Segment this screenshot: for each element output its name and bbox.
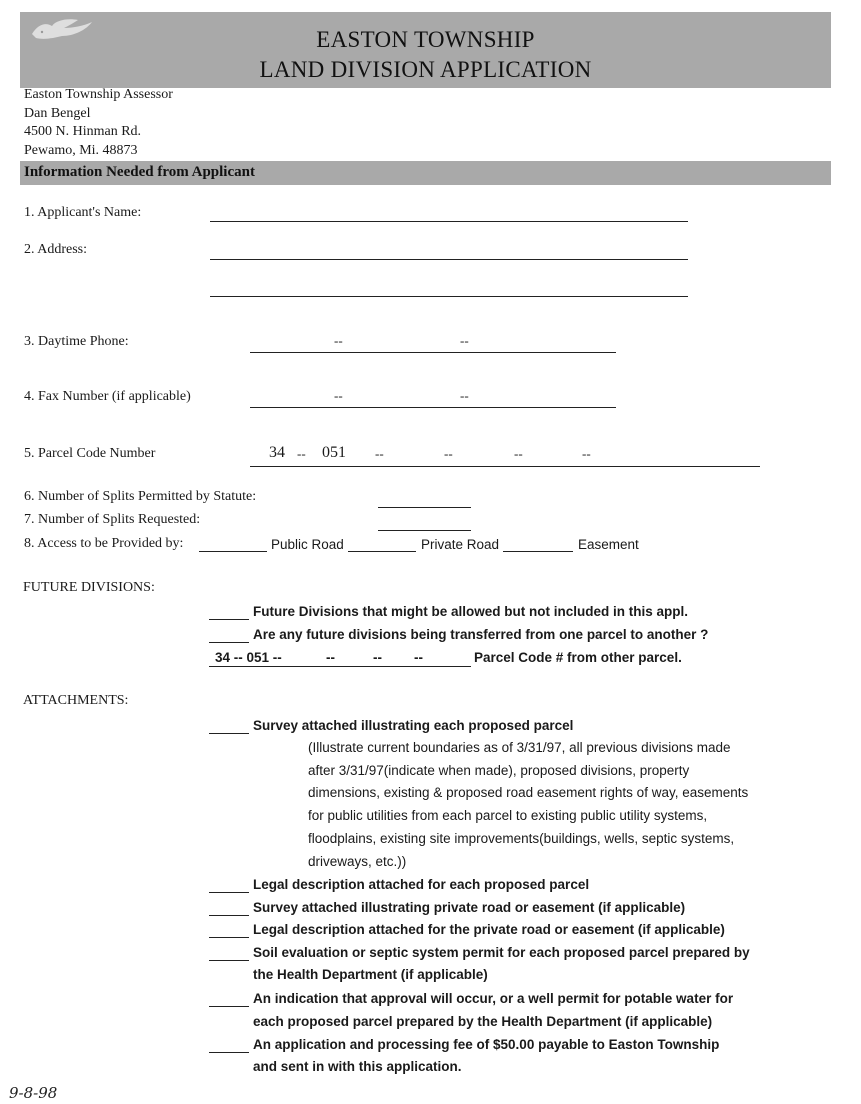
- applicant-name-field[interactable]: [210, 206, 688, 222]
- section-title: Information Needed from Applicant: [24, 164, 255, 180]
- survey-detail-line: for public utilities from each parcel to existing public utility systems,: [308, 808, 708, 824]
- public-road-blank[interactable]: [199, 537, 267, 552]
- other-parcel-separator: --: [414, 650, 423, 665]
- future-transfer-checkbox[interactable]: [209, 628, 249, 643]
- parcel-code-label: 5. Parcel Code Number: [24, 446, 156, 461]
- parcel-separator: --: [582, 446, 591, 461]
- legal-private-text: Legal description attached for the private road or easement (if applicable): [253, 922, 725, 937]
- survey-detail-line: driveways, etc.)): [308, 853, 407, 869]
- public-road-option: Public Road: [271, 537, 344, 552]
- well-text-line-2: each proposed parcel prepared by the Health Department (if applicable): [253, 1014, 713, 1029]
- assessor-line: Easton Township Assessor: [24, 87, 173, 102]
- daytime-phone-label: 3. Daytime Phone:: [24, 334, 129, 349]
- title-line-1: EASTON TOWNSHIP: [316, 27, 535, 52]
- soil-checkbox[interactable]: [209, 946, 249, 961]
- fax-separator: --: [334, 388, 343, 403]
- survey-private-checkbox[interactable]: [209, 901, 249, 916]
- future-transfer-text: Are any future divisions being transferred from one parcel to another ?: [253, 627, 709, 642]
- legal-private-checkbox[interactable]: [209, 923, 249, 938]
- well-checkbox[interactable]: [209, 992, 249, 1007]
- assessor-line: Pewamo, Mi. 48873: [24, 142, 138, 158]
- private-road-blank[interactable]: [348, 537, 416, 552]
- fee-checkbox[interactable]: [209, 1038, 249, 1053]
- splits-requested-field[interactable]: [378, 515, 471, 531]
- survey-private-text: Survey attached illustrating private road or easement (if applicable): [253, 900, 686, 915]
- future-allowed-checkbox[interactable]: [209, 605, 249, 620]
- handwritten-date: 9-8-98: [9, 1084, 58, 1102]
- assessor-line: Dan Bengel: [24, 105, 91, 121]
- future-allowed-text: Future Divisions that might be allowed but not included in this appl.: [253, 604, 689, 619]
- other-parcel-separator: --: [326, 650, 335, 665]
- assessor-address: [24, 86, 173, 160]
- fee-text-line-2: and sent in with this application.: [253, 1059, 462, 1074]
- parcel-separator: --: [514, 446, 523, 461]
- phone-separator: --: [334, 333, 343, 348]
- address-field-line-2[interactable]: [210, 281, 688, 297]
- parcel-prefix-051: 051: [322, 444, 346, 461]
- easement-option: Easement: [578, 537, 639, 552]
- survey-detail: [308, 737, 748, 873]
- other-parcel-label: Parcel Code # from other parcel.: [474, 650, 682, 665]
- other-parcel-prefix: 34 -- 051 --: [215, 650, 282, 665]
- fee-text-line-1: An application and processing fee of $50.00 payable to Easton Township: [253, 1037, 720, 1052]
- private-road-option: Private Road: [421, 537, 500, 552]
- legal-each-text: Legal description attached for each proposed parcel: [253, 877, 590, 892]
- survey-detail-line: after 3/31/97(indicate when made), proposed divisions, property: [308, 762, 690, 778]
- phone-separator: --: [460, 333, 469, 348]
- daytime-phone-field[interactable]: [250, 337, 616, 353]
- splits-requested-label: 7. Number of Splits Requested:: [24, 512, 201, 527]
- fax-number-label: 4. Fax Number (if applicable): [24, 389, 191, 404]
- fax-separator: --: [460, 388, 469, 403]
- easement-blank[interactable]: [503, 537, 573, 552]
- title-line-2: LAND DIVISION APPLICATION: [259, 57, 592, 82]
- survey-text: Survey attached illustrating each proposed parcel: [253, 718, 574, 733]
- parcel-separator: --: [297, 446, 306, 461]
- survey-checkbox[interactable]: [209, 719, 249, 734]
- address-field-line-1[interactable]: [210, 244, 688, 260]
- splits-permitted-field[interactable]: [378, 492, 471, 508]
- future-divisions-heading: FUTURE DIVISIONS:: [23, 580, 155, 595]
- splits-permitted-label: 6. Number of Splits Permitted by Statute:: [24, 489, 257, 504]
- survey-detail-line: floodplains, existing site improvements(buildings, wells, septic systems,: [308, 830, 735, 846]
- address-label: 2. Address:: [24, 242, 87, 257]
- parcel-prefix-34: 34: [269, 444, 285, 461]
- other-parcel-separator: --: [373, 650, 382, 665]
- survey-detail-line: (Illustrate current boundaries as of 3/31/97, all previous divisions made: [308, 740, 731, 755]
- soil-text-line-2: the Health Department (if applicable): [253, 967, 488, 982]
- parcel-separator: --: [375, 446, 384, 461]
- assessor-line: 4500 N. Hinman Rd.: [24, 124, 142, 139]
- parcel-separator: --: [444, 446, 453, 461]
- access-label: 8. Access to be Provided by:: [24, 536, 184, 551]
- fax-number-field[interactable]: [250, 392, 616, 408]
- attachments-heading: ATTACHMENTS:: [23, 693, 129, 708]
- legal-each-checkbox[interactable]: [209, 878, 249, 893]
- survey-detail-line: dimensions, existing & proposed road easement rights of way, easements: [308, 785, 749, 801]
- well-text-line-1: An indication that approval will occur, or a well permit for potable water for: [253, 991, 734, 1006]
- soil-text-line-1: Soil evaluation or septic system permit for each proposed parcel prepared by: [253, 945, 750, 960]
- applicant-name-label: 1. Applicant's Name:: [24, 205, 142, 220]
